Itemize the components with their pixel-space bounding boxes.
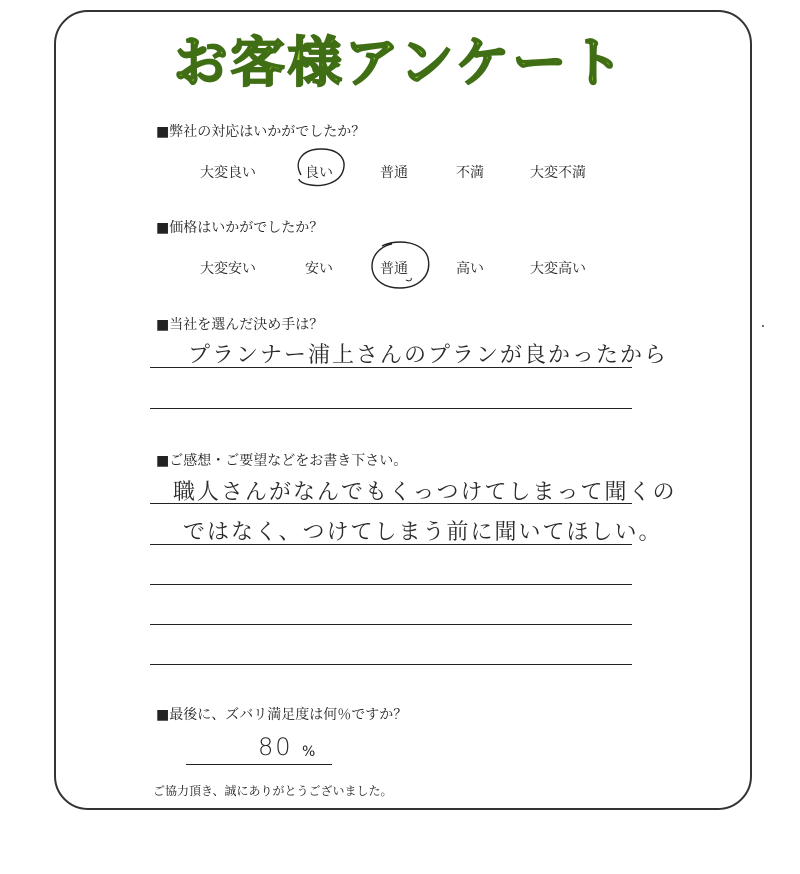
question-satisfaction: ■最後に、ズバリ満足度は何％ですか？ (156, 707, 408, 723)
answer-line (150, 367, 632, 368)
option-price-normal[interactable]: 普通 (380, 261, 408, 277)
option-price-cheap[interactable]: 安い (305, 261, 333, 277)
thank-you-footer: ご協力頂き、誠にありがとうございました。 (153, 784, 393, 798)
answer-reason-handwritten: プランナー浦上さんのプランが良かったから (188, 343, 669, 368)
answer-comments-line2: ではなく、つけてしまう前に聞いてほしい。 (183, 520, 663, 545)
option-service-very-good[interactable]: 大変良い (200, 165, 256, 181)
question-price: ■価格はいかがでしたか？ (156, 220, 324, 236)
scan-speck (762, 325, 764, 327)
answer-satisfaction-value: 80 (258, 733, 293, 761)
selection-circle-price (368, 238, 434, 294)
question-comments: ■ご感想・ご要望などをお書き下さい。 (156, 453, 408, 469)
answer-line (150, 544, 632, 545)
option-price-expensive[interactable]: 高い (456, 261, 484, 277)
option-service-normal[interactable]: 普通 (380, 165, 408, 181)
answer-line (150, 624, 632, 625)
survey-title: お客様アンケート (173, 31, 627, 94)
satisfaction-answer-line (186, 764, 332, 765)
percent-unit: % (302, 744, 316, 760)
option-service-very-dissatisfied[interactable]: 大変不満 (530, 165, 586, 181)
option-price-very-cheap[interactable]: 大変安い (200, 261, 256, 277)
answer-line (150, 503, 632, 504)
option-service-good[interactable]: 良い (305, 165, 333, 181)
answer-line (150, 584, 632, 585)
option-price-very-expensive[interactable]: 大変高い (530, 261, 586, 277)
question-service: ■弊社の対応はいかがでしたか？ (156, 124, 366, 140)
answer-line (150, 408, 632, 409)
answer-line (150, 664, 632, 665)
selection-circle-service (293, 145, 349, 189)
question-reason: ■当社を選んだ決め手は？ (156, 317, 324, 333)
answer-comments-line1: 職人さんがなんでもくっつけてしまって聞くの (173, 480, 677, 505)
option-service-dissatisfied[interactable]: 不満 (456, 165, 484, 181)
